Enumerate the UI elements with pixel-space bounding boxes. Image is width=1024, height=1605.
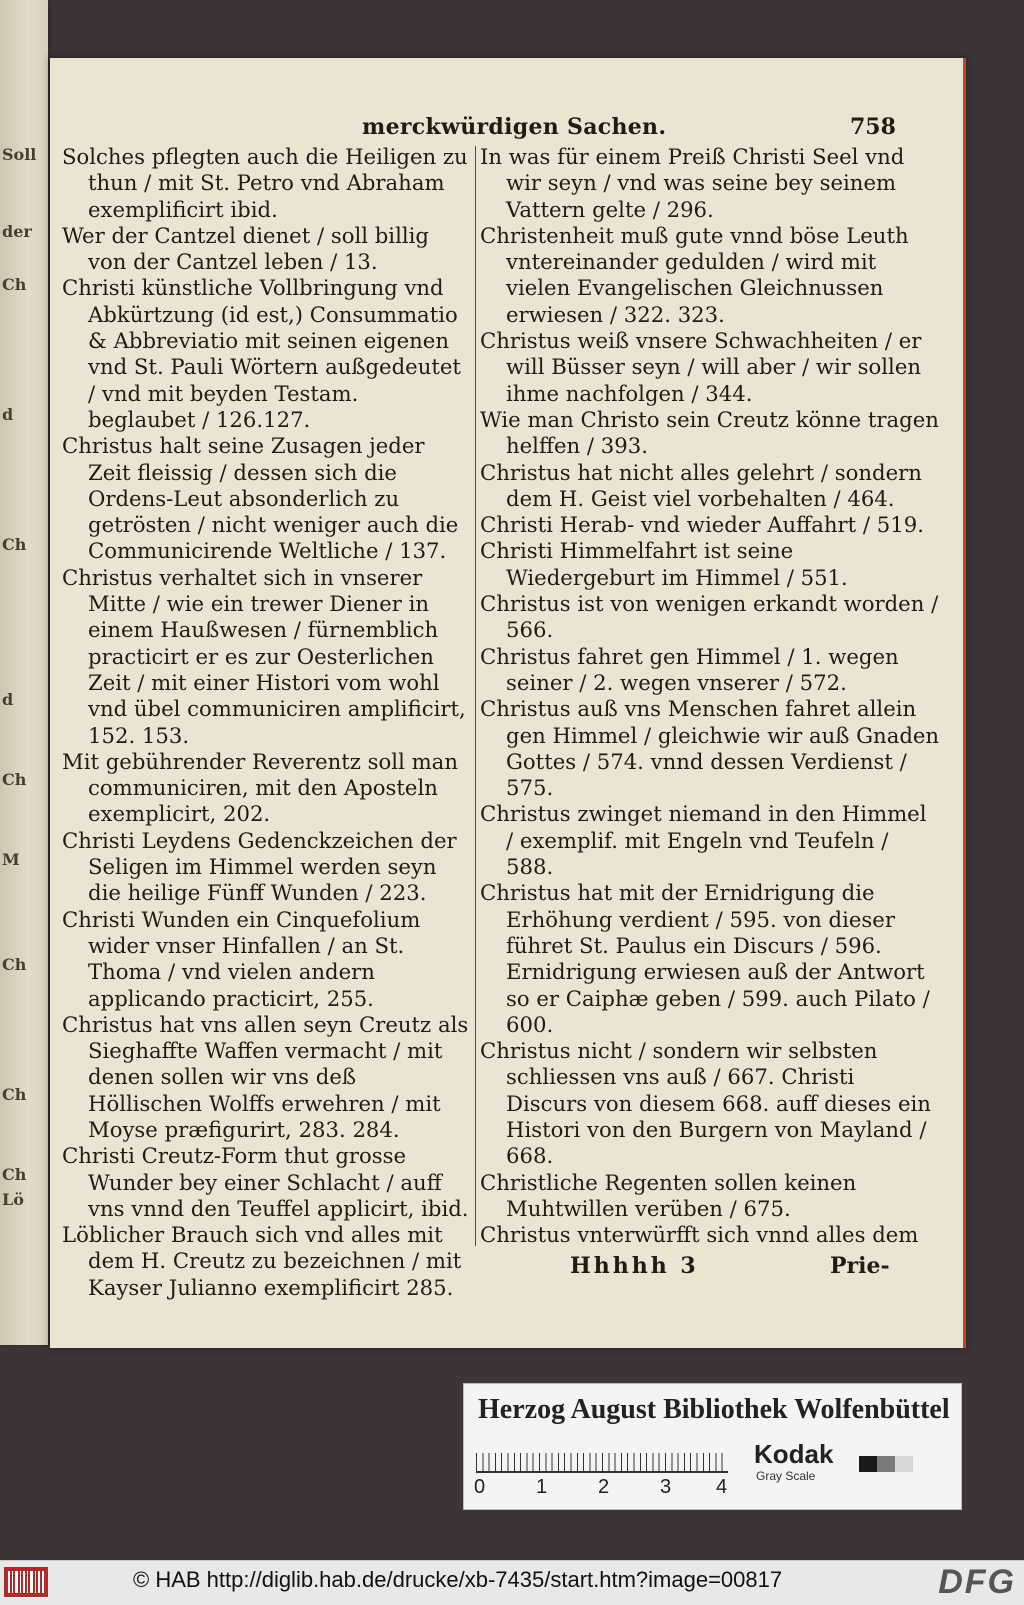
index-entry: Christus hat vns allen seyn Creutz als Sieghaffte Waffen vermacht / mit denen sollen wir vns deß Höllischen Wolffs erwehren / mit Moyse præfigurirt, 283. 284. [62, 1011, 469, 1142]
index-entry: Christus hat mit der Ernidrigung die Erhöhung verdient / 595. von dieser führet St. Paulus ein Discurs / 596. Ernidrigung erwiesen auß der Antwort so er Caiphæ geben / 599. auch Pilato / 600. [480, 880, 930, 1037]
adjacent-page-fragment: Ch [2, 275, 27, 294]
gray-swatch [859, 1456, 877, 1472]
index-entry: Mit gebührender Reverentz soll man communiciren, mit den Aposteln exemplicirt, 202. [62, 748, 458, 827]
index-entry: Christus verhaltet sich in vnserer Mitte / wie ein trewer Diener in einem Haußwesen / fürnemblich practicirt er es zur Oesterlichen Zeit / mit einer Histori vom wohl vnd übel communiciren amplificirt, 152. 153. [62, 564, 466, 748]
adjacent-page-fragment: Ch [2, 1165, 27, 1184]
index-entry: Solches pflegten auch die Heiligen zu thun / mit St. Petro vnd Abraham exemplificirt ibid. [62, 144, 468, 222]
index-entry: Christi Wunden ein Cinquefolium wider vnser Hinfallen / an St. Thoma / vnd vielen andern applicando practicirt, 255. [62, 906, 421, 1011]
scale-ruler [476, 1439, 728, 1473]
index-entry: Christus auß vns Menschen fahret allein gen Himmel / gleichwie wir auß Gnaden Gottes / 574. vnnd dessen Verdienst / 575. [480, 696, 940, 801]
signature-mark: Hhhhh 3 [570, 1253, 699, 1279]
gray-scale-label: Gray Scale [756, 1469, 816, 1483]
index-entry: Löblicher Brauch sich vnd alles mit dem H. Creutz zu bezeichnen / mit Kayser Julianno exemplificirt 285. [62, 1222, 462, 1300]
index-entry: In was für einem Preiß Christi Seel vnd wir seyn / vnd was seine bey seinem Vattern gelte / 296. [480, 144, 905, 222]
adjacent-page-fragment: d [2, 690, 14, 709]
page-number: 758 [850, 114, 896, 140]
adjacent-page-edge [0, 0, 48, 1345]
adjacent-page-fragment: M [2, 850, 20, 869]
gray-swatch [895, 1456, 913, 1472]
gray-swatch [877, 1456, 895, 1472]
viewer-footer [0, 1560, 1024, 1605]
adjacent-page-fragment: Ch [2, 955, 27, 974]
ruler-number: 0 [474, 1476, 486, 1498]
library-name: Herzog August Bibliothek Wolfenbüttel [478, 1394, 950, 1425]
adjacent-page-fragment: der [2, 222, 32, 241]
ruler-number: 4 [716, 1476, 728, 1498]
catchword: Prie- [830, 1253, 890, 1279]
index-entry: Christus zwinget niemand in den Himmel / exemplif. mit Engeln vnd Teufeln / 588. [480, 801, 927, 880]
ruler-number: 2 [598, 1476, 610, 1498]
gray-swatches [859, 1456, 913, 1472]
index-entry: Christi Herab- vnd wieder Auffahrt / 519. [480, 512, 924, 538]
index-entry: Christi Leydens Gedenckzeichen der Seligen im Himmel werden seyn die heilige Fünff Wunden / 223. [62, 827, 457, 906]
index-entry: Wer der Cantzel dienet / soll billig von der Cantzel leben / 13. [62, 222, 429, 275]
copyright-url[interactable]: © HAB http://diglib.hab.de/drucke/xb-7435/start.htm?image=00817 [133, 1567, 783, 1592]
ruler-number: 3 [660, 1476, 672, 1498]
dfg-logo: DFG [938, 1563, 1016, 1601]
index-entry: Christus ist von wenigen erkandt worden / 566. [480, 591, 939, 643]
index-entry: Christus nicht / sondern wir selbsten schliessen vns auß / 667. Christi Discurs von diesem 668. auff dieses ein Histori von den Burgern von Mayland / 668. [480, 1038, 931, 1169]
index-column-right [480, 144, 940, 1248]
book-page [50, 58, 966, 1348]
index-entry: Christus fahret gen Himmel / 1. wegen seiner / 2. wegen vnserer / 572. [480, 643, 899, 695]
adjacent-page-fragment: Ch [2, 1085, 27, 1104]
index-entry: Wie man Christo sein Creutz könne tragen helffen / 393. [480, 406, 939, 459]
index-entry: Christliche Regenten sollen keinen Muhtwillen verüben / 675. [480, 1169, 857, 1221]
kodak-logo: Kodak [754, 1439, 834, 1469]
adjacent-page-fragment: Soll [2, 145, 37, 164]
index-entry: Christus vnterwürfft sich vnnd alles dem [480, 1222, 919, 1248]
index-entry: Christus weiß vnsere Schwachheiten / er will Büsser seyn / will aber / wir sollen ihme nachfolgen / 344. [480, 328, 922, 406]
index-entry: Christi Creutz-Form thut grosse Wunder bey einer Schlacht / auff vns vnnd den Teuffel applicirt, ibid. [62, 1143, 469, 1221]
index-entry: Christenheit muß gute vnnd böse Leuth vntereinander gedulden / wird mit vielen Evangelischen Gleichnussen erwiesen / 322. 323. [480, 222, 909, 327]
index-entry: Christus hat nicht alles gelehrt / sondern dem H. Geist viel vorbehalten / 464. [480, 459, 922, 511]
adjacent-page-fragment: d [2, 405, 14, 424]
column-divider [475, 146, 476, 1246]
index-entry: Christi künstliche Vollbringung vnd Abkürtzung (id est,) Consummatio & Abbreviatio mit seinen eigenen vnd St. Pauli Wörtern außgedeutet / vnd mit beyden Testam. beglaubet / 126.127. [62, 275, 461, 432]
adjacent-page-fragment: Lö [2, 1190, 24, 1209]
adjacent-page-fragment: Ch [2, 770, 27, 789]
index-entry: Christi Himmelfahrt ist seine Wiedergeburt im Himmel / 551. [480, 538, 848, 590]
ruler-number: 1 [536, 1476, 548, 1498]
index-column-left [62, 144, 472, 1301]
index-entry: Christus halt seine Zusagen jeder Zeit fleissig / dessen sich die Ordens-Leut absonderlich zu getrösten / nicht weniger auch die Communicirende Weltliche / 137. [62, 433, 459, 564]
barcode-icon [4, 1567, 48, 1597]
adjacent-page-fragment: Ch [2, 535, 27, 554]
library-color-card [463, 1383, 962, 1510]
running-head: merckwürdigen Sachen. [362, 114, 667, 140]
